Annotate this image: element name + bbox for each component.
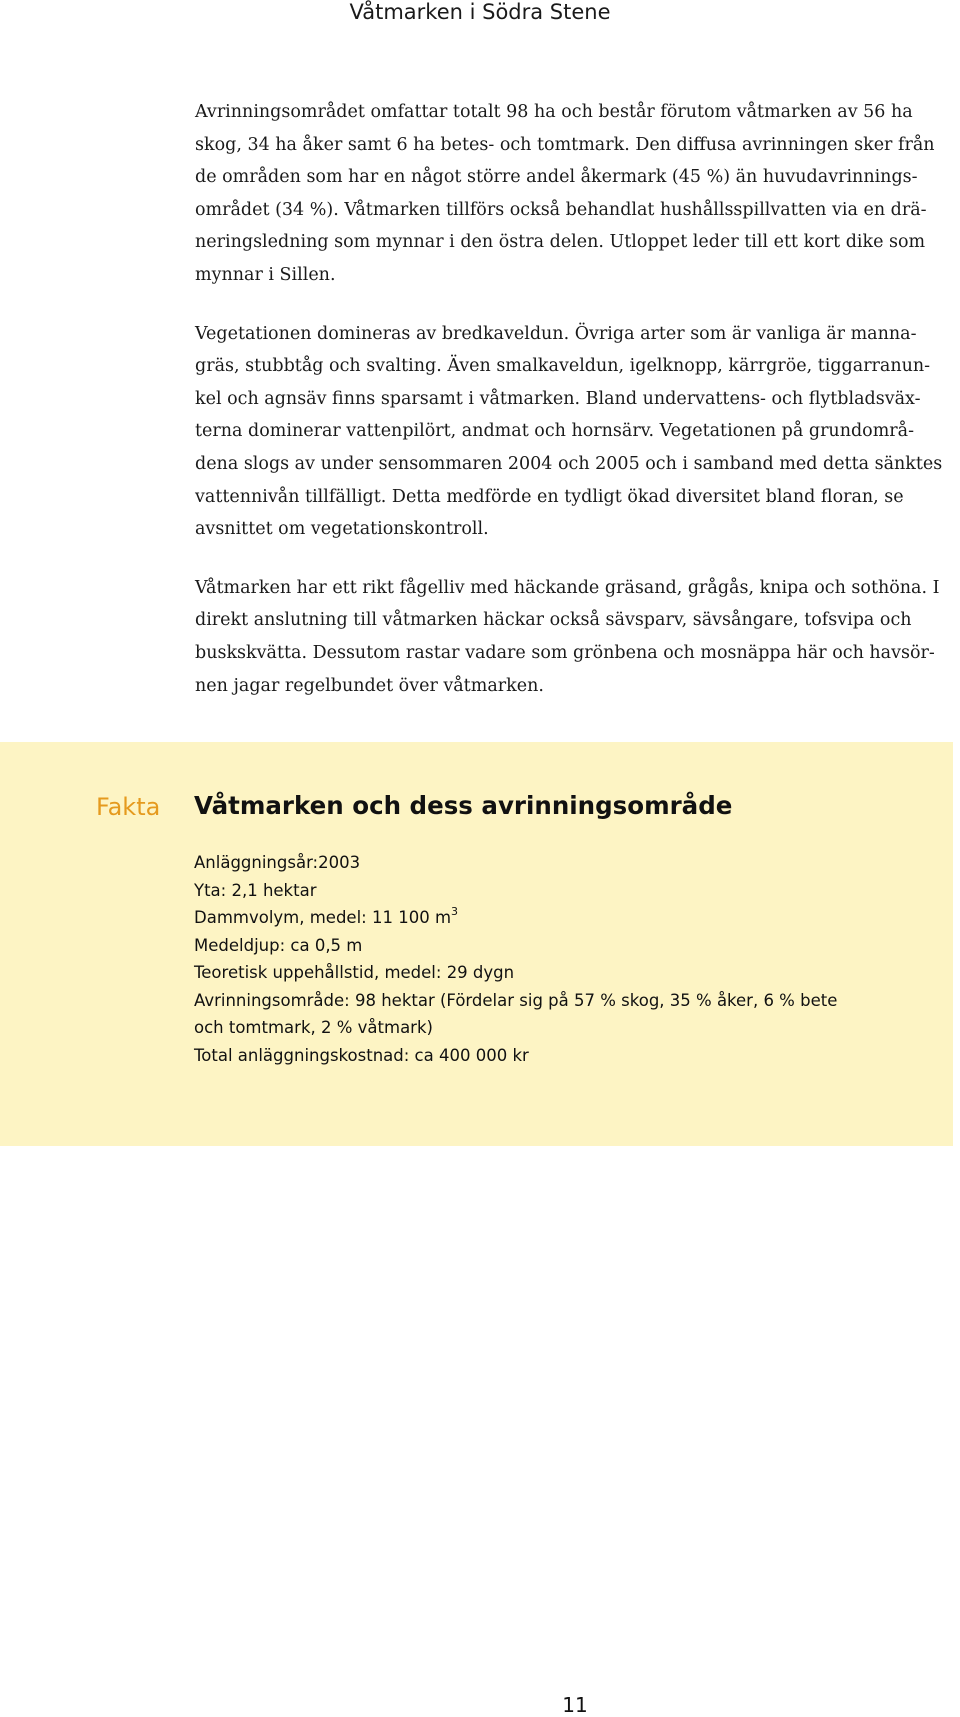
text-line: nen jagar regelbundet över våtmarken. — [195, 675, 544, 696]
text-line: Avrinningsområdet omfattar totalt 98 ha och består förutom våtmarken av 56 ha — [195, 102, 913, 122]
text-line: kel och agnsäv finns sparsamt i våtmarken. Bland undervattens- och flytbladsväx- — [195, 388, 921, 409]
text-line: dena slogs av under sensommaren 2004 och 2005 och i samband med detta sänktes — [195, 453, 943, 474]
fact-catchment: Avrinningsområde: 98 hektar (Fördelar sig på 57 % skog, 35 % åker, 6 % bete — [194, 990, 838, 1010]
text-line: direkt anslutning till våtmarken häckar också sävsparv, sävsångare, tofsvipa och — [195, 610, 912, 631]
fact-volume — [194, 904, 934, 932]
running-header: Våtmarken i Södra Stene — [349, 0, 611, 24]
page-number: 11 — [562, 1693, 588, 1717]
text-line: mynnar i Sillen. — [195, 264, 336, 285]
text-line: avsnittet om vegetationskontroll. — [195, 519, 489, 540]
fact-cost: Total anläggningskostnad: ca 400 000 kr — [194, 1045, 529, 1065]
text-line: skog, 34 ha åker samt 6 ha betes- och tomtmark. Den diffusa avrinningen sker från — [195, 134, 935, 155]
fact-label: Fakta — [96, 793, 161, 821]
text-line: området (34 %). Våtmarken tillförs också behandlat hushållsspillvatten via en drä- — [195, 199, 927, 220]
fact-year: Anläggningsår:2003 — [194, 853, 361, 872]
fact-catchment-continued: och tomtmark, 2 % våtmark) — [194, 1018, 433, 1037]
text-line: Vegetationen domineras av bredkaveldun. Övriga arter som är vanliga är manna- — [195, 323, 917, 344]
text-line: Våtmarken har ett rikt fågelliv med häckande gräsand, grågås, knipa och sothöna. I — [195, 577, 940, 598]
fact-title: Våtmarken och dess avrinningsområde — [194, 791, 733, 820]
text-line: de områden som har en något större andel åkermark (45 %) än huvudavrinnings- — [195, 167, 918, 188]
paragraph-birds — [195, 572, 955, 702]
fact-area: Yta: 2,1 hektar — [194, 880, 317, 900]
text-line: neringsledning som mynnar i den östra delen. Utloppet leder till ett kort dike som — [195, 232, 926, 253]
fact-volume-text: Dammvolym, medel: 11 100 m — [194, 908, 452, 927]
paragraph-vegetation — [195, 318, 955, 546]
text-line: vattennivån tillfälligt. Detta medförde en tydligt ökad diversitet bland floran, se — [195, 486, 904, 507]
fact-list — [194, 849, 934, 1069]
fact-volume-exponent: 3 — [451, 904, 459, 918]
fact-retention: Teoretisk uppehållstid, medel: 29 dygn — [194, 963, 515, 982]
text-line: buskskvätta. Dessutom rastar vadare som grönbena och mosnäppa här och havsör- — [195, 642, 935, 663]
body-text — [195, 96, 955, 728]
fact-depth: Medeldjup: ca 0,5 m — [194, 935, 363, 955]
text-line: terna dominerar vattenpilört, andmat och hornsärv. Vegetationen på grundområ- — [195, 421, 915, 442]
paragraph-catchment — [195, 96, 955, 292]
text-line: gräs, stubbtåg och svalting. Även smalkaveldun, igelknopp, kärrgröe, tiggarranun- — [195, 356, 931, 377]
